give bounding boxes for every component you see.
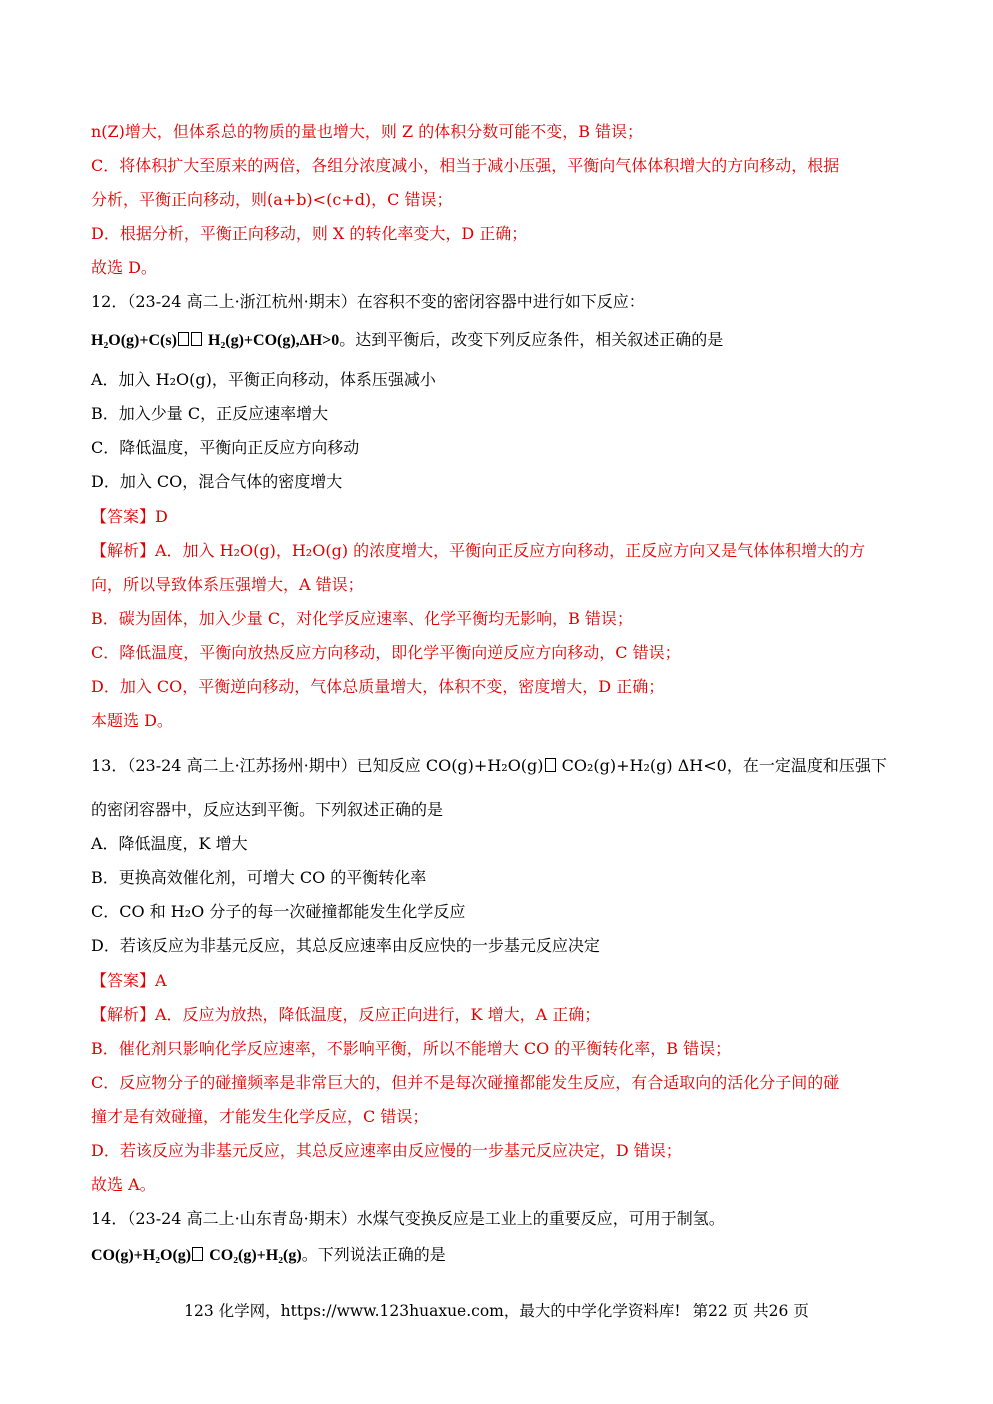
question-14-stem: 14．（23-24 高二上·山东青岛·期末）水煤气变换反应是工业上的重要反应，可用于制氢。	[91, 1209, 725, 1228]
analysis-line: 故选 A。	[91, 1175, 156, 1194]
analysis-line: D．加入 CO，平衡逆向移动，气体总质量增大，体积不变，密度增大，D 正确；	[91, 677, 665, 696]
analysis-line: B．碳为固体，加入少量 C，对化学反应速率、化学平衡均无影响，B 错误；	[91, 609, 633, 628]
equilibrium-symbol-icon	[178, 332, 189, 346]
text-line: 故选 D。	[91, 258, 157, 277]
equilibrium-symbol-icon	[545, 758, 556, 772]
option-c: C．CO 和 H₂O 分子的每一次碰撞都能发生化学反应	[91, 902, 466, 921]
analysis-line: 【解析】A．反应为放热，降低温度，反应正向进行，K 增大，A 正确；	[91, 1005, 601, 1024]
page-footer	[0, 1299, 993, 1321]
analysis-line: 撞才是有效碰撞，才能发生化学反应，C 错误；	[91, 1107, 429, 1126]
option-b: B．更换高效催化剂，可增大 CO 的平衡转化率	[91, 868, 427, 887]
equation-right: H₂(g)+CO(g),ΔH>0	[208, 332, 340, 349]
answer: 【答案】A	[91, 971, 167, 990]
analysis-line: 【解析】A．加入 H₂O(g)，H₂O(g) 的浓度增大，平衡向正反应方向移动，正反应方向又是气体体积增大的方	[91, 541, 866, 560]
equation-tail: 。下列说法正确的是	[301, 1245, 446, 1264]
question-13-stem-2: 的密闭容器中，反应达到平衡。下列叙述正确的是	[91, 800, 444, 819]
option-d: D．加入 CO，混合气体的密度增大	[91, 472, 343, 491]
equation-right: CO₂(g)+H₂(g)	[209, 1247, 302, 1264]
analysis-line: D．若该反应为非基元反应，其总反应速率由反应慢的一步基元反应决定，D 错误；	[91, 1141, 682, 1160]
option-d: D．若该反应为非基元反应，其总反应速率由反应快的一步基元反应决定	[91, 936, 600, 955]
answer: 【答案】D	[91, 507, 168, 526]
text-line: n(Z)增大，但体系总的物质的量也增大，则 Z 的体积分数可能不变，B 错误；	[91, 122, 644, 141]
equation-left: CO(g)+H₂O(g)	[91, 1247, 192, 1264]
question-12-stem: 12．（23-24 高二上·浙江杭州·期末）在容积不变的密闭容器中进行如下反应：	[91, 292, 645, 311]
analysis-line: 向，所以导致体系压强增大，A 错误；	[91, 575, 364, 594]
analysis-line: C．反应物分子的碰撞频率是非常巨大的，但并不是每次碰撞都能发生反应，有合适取向的活化分子间的碰	[91, 1073, 840, 1092]
text-line: D．根据分析，平衡正向移动，则 X 的转化率变大，D 正确；	[91, 224, 528, 243]
question-13-stem	[91, 756, 887, 776]
text-line: 分析，平衡正向移动，则(a+b)<(c+d)，C 错误；	[91, 190, 453, 209]
option-b: B．加入少量 C，正反应速率增大	[91, 404, 329, 423]
equilibrium-symbol-icon	[192, 1247, 203, 1261]
question-14-equation	[91, 1245, 446, 1266]
equilibrium-symbol-icon	[191, 332, 202, 346]
option-c: C．降低温度，平衡向正反应方向移动	[91, 438, 360, 457]
option-a: A．加入 H₂O(g)，平衡正向移动，体系压强减小	[91, 370, 436, 389]
stem-part: 13．（23-24 高二上·江苏扬州·期中）已知反应 CO(g)+H₂O(g)	[91, 756, 544, 775]
analysis-line: B．催化剂只影响化学反应速率，不影响平衡，所以不能增大 CO 的平衡转化率，B 错误；	[91, 1039, 732, 1058]
footer-page-number: 第22 页 共26 页	[692, 1302, 809, 1320]
equation-tail: 。达到平衡后，改变下列反应条件，相关叙述正确的是	[339, 330, 724, 349]
analysis-line: C．降低温度，平衡向放热反应方向移动，即化学平衡向逆反应方向移动，C 错误；	[91, 643, 681, 662]
equation-left: H₂O(g)+C(s)	[91, 332, 177, 349]
analysis-line: 本题选 D。	[91, 711, 173, 730]
text-line: C．将体积扩大至原来的两倍，各组分浓度减小，相当于减小压强，平衡向气体体积增大的方向移动，根据	[91, 156, 840, 175]
footer-site: 123 化学网，https://www.123huaxue.com，最大的中学化学资料库!	[184, 1302, 681, 1320]
stem-part: CO₂(g)+H₂(g) ΔH<0，在一定温度和压强下	[561, 756, 887, 775]
option-a: A．降低温度，K 增大	[91, 834, 248, 853]
question-12-equation	[91, 330, 723, 351]
